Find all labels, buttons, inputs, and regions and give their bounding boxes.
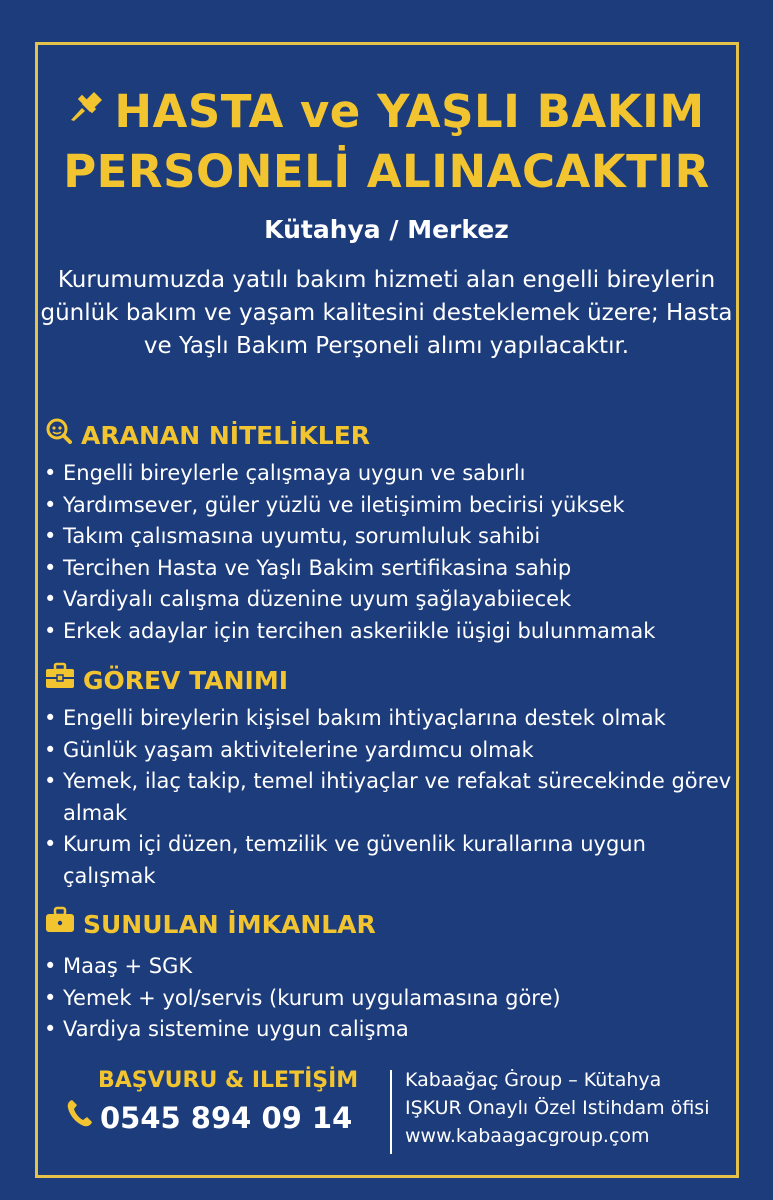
list-item: • Maaş + SGK (42, 951, 742, 983)
pushpin-icon (68, 79, 106, 139)
list-item: • Yardımsever, güler yüzlü ve iletişimim becirisi yüksek (42, 490, 742, 522)
bag-icon (45, 906, 83, 943)
list-item: • Engelli bireylerin kişisel bakım ihtiyaçlarına destek olmak (42, 703, 742, 735)
briefcase-icon (45, 662, 83, 699)
location-text: Kütahya / Merkez (264, 215, 509, 244)
list-item: • Vardiyalı calışma düzenine uyum şağlayabiiecek (42, 584, 742, 616)
intro-paragraph: Kurumumuzda yatılı bakım hizmeti alan engelli bireylerin günlük bakım ve yaşam kalitesini desteklemek üzere; Hasta ve Yaşlı Bakım Perşoneli alımı yapılacaktır. (40, 267, 733, 359)
contact-label: BAŞVURU & ILETİŞİM (98, 1068, 359, 1093)
list-item: • Kurum içi düzen, temzilik ve güvenlik kurallarına uygun çalışmak (42, 829, 742, 892)
duties-list (42, 703, 742, 892)
company-accreditation: IŞKUR Onaylı Özel Istihdam öfisi (405, 1097, 710, 1119)
list-item: • Yemek, ilaç takip, temel ihtiyaçlar ve refakat sürecekinde görev almak (42, 766, 742, 829)
list-item: • Erkek adaylar için tercihen askeriikle iüşigi bulunmamak (42, 616, 742, 648)
qualifications-list (42, 458, 742, 647)
list-item: • Takım çalısmasına uyumtu, sorumluluk sahibi (42, 521, 742, 553)
list-item: • Yemek + yol/servis (kurum uygulamasına göre) (42, 983, 742, 1015)
company-name: Kabaağaç Ġroup – Kütahya (405, 1069, 662, 1091)
benefits-heading: SUNULAN İMKANLAR (45, 906, 376, 943)
magnifier-icon (45, 417, 81, 454)
duties-heading: GÖREV TANIMI (45, 662, 288, 699)
poster-title (0, 82, 773, 202)
list-item: • Tercihen Hasta ve Yaşlı Bakim sertifikasina sahip (42, 553, 742, 585)
company-website[interactable]: www.kabaagacgroup.çom (405, 1125, 650, 1147)
title-line-2: PERSONELİ ALINACAKTIR (63, 145, 710, 198)
phone-icon (66, 1098, 100, 1138)
title-line-1: HASTA ve YAŞLI BAKIM (0, 82, 773, 142)
contact-divider (390, 1070, 392, 1154)
phone-number[interactable]: 0545 894 09 14 (66, 1098, 352, 1138)
list-item: • Vardiya sistemine uygun calişma (42, 1014, 742, 1046)
company-info (405, 1066, 709, 1150)
list-item: • Günlük yaşam aktivitelerine yardımcu olmak (42, 735, 742, 767)
list-item: • Engelli bireylerle çalışmaya uygun ve sabırlı (42, 458, 742, 490)
qualifications-heading: ARANAN NİTELİKLER (45, 417, 370, 454)
benefits-list (42, 951, 742, 1046)
